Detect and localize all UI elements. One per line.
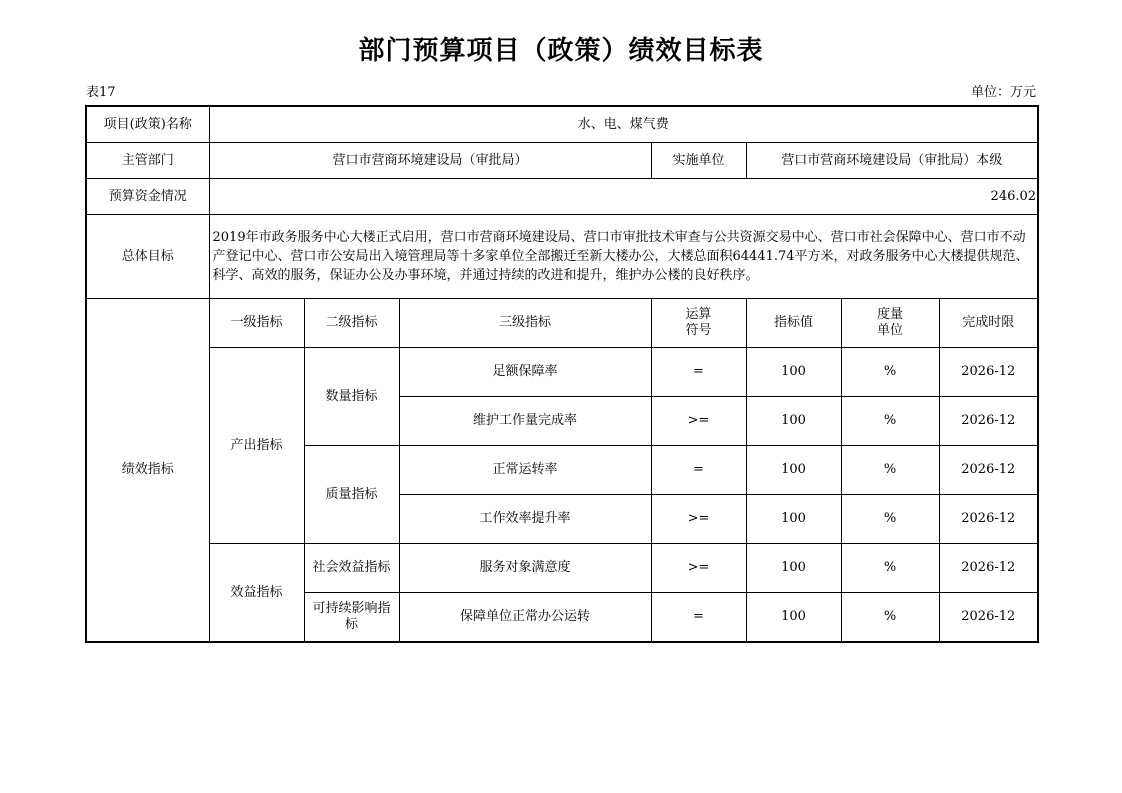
overall-goal-label: 总体目标 (86, 215, 209, 299)
level2-indicator: 数量指标 (304, 348, 399, 446)
indicator-value: 100 (746, 593, 841, 643)
indicator-value: 100 (746, 397, 841, 446)
operator: = (651, 593, 746, 643)
table-row (86, 348, 1038, 397)
deadline: 2026-12 (939, 446, 1038, 495)
deadline: 2026-12 (939, 544, 1038, 593)
budget-label: 预算资金情况 (86, 179, 209, 215)
budget-value: 246.02 (209, 179, 1038, 215)
measure-unit: % (841, 495, 939, 544)
measure-unit: % (841, 348, 939, 397)
implementing-unit-label: 实施单位 (651, 143, 746, 179)
deadline: 2026-12 (939, 593, 1038, 643)
indicator-value: 100 (746, 544, 841, 593)
project-name-label: 项目(政策)名称 (86, 106, 209, 143)
level1-indicator: 效益指标 (209, 544, 304, 643)
indicator-header-row (86, 299, 1038, 348)
operator: >= (651, 495, 746, 544)
measure-unit: % (841, 593, 939, 643)
header-level2: 二级指标 (304, 299, 399, 348)
level3-indicator: 服务对象满意度 (399, 544, 651, 593)
implementing-unit-value: 营口市营商环境建设局（审批局）本级 (746, 143, 1038, 179)
header-operator (651, 299, 746, 348)
table-number: 表17 (86, 85, 116, 100)
header-unit-line2: 单位 (876, 323, 903, 338)
operator: >= (651, 544, 746, 593)
header-unit-line1: 度量 (876, 307, 903, 322)
overall-goal-text: 2019年市政务服务中心大楼正式启用，营口市营商环境建设局、营口市审批技术审查与公共资源交易中心、营口市社会保障中心、营口市不动产登记中心、营口市公安局出入境管理局等十多家单位全部搬迁至新大楼办公，大楼总面积64441.74平方米，对政务服务中心大楼提供规范、科学、高效的服务，保证办公及办事环境，并通过持续的改进和提升，维护办公楼的良好秩序。 (209, 215, 1038, 299)
header-level1: 一级指标 (209, 299, 304, 348)
operator: >= (651, 397, 746, 446)
table-row (86, 544, 1038, 593)
level2-indicator: 可持续影响指标 (304, 593, 399, 643)
page-title: 部门预算项目（政策）绩效目标表 (358, 36, 764, 66)
header-operator-line1: 运算 (685, 307, 712, 322)
level2-indicator: 质量指标 (304, 446, 399, 544)
deadline: 2026-12 (939, 495, 1038, 544)
deadline: 2026-12 (939, 397, 1038, 446)
performance-target-table (85, 105, 1039, 643)
project-name-value: 水、电、煤气费 (209, 106, 1038, 143)
department-value: 营口市营商环境建设局（审批局） (209, 143, 651, 179)
indicator-value: 100 (746, 348, 841, 397)
department-row (86, 143, 1038, 179)
measure-unit: % (841, 397, 939, 446)
measure-unit: % (841, 446, 939, 495)
header-level3: 三级指标 (399, 299, 651, 348)
header-unit (841, 299, 939, 348)
operator: = (651, 446, 746, 495)
operator: = (651, 348, 746, 397)
department-label: 主管部门 (86, 143, 209, 179)
level3-indicator: 足额保障率 (399, 348, 651, 397)
header-deadline: 完成时限 (939, 299, 1038, 348)
header-value: 指标值 (746, 299, 841, 348)
indicator-value: 100 (746, 495, 841, 544)
overall-goal-row (86, 215, 1038, 299)
level3-indicator: 正常运转率 (399, 446, 651, 495)
level3-indicator: 工作效率提升率 (399, 495, 651, 544)
currency-unit: 单位：万元 (970, 85, 1036, 100)
indicator-value: 100 (746, 446, 841, 495)
level3-indicator: 维护工作量完成率 (399, 397, 651, 446)
deadline: 2026-12 (939, 348, 1038, 397)
performance-indicators-label: 绩效指标 (86, 299, 209, 643)
level1-indicator: 产出指标 (209, 348, 304, 544)
budget-row (86, 179, 1038, 215)
project-name-row (86, 106, 1038, 143)
measure-unit: % (841, 544, 939, 593)
level2-indicator: 社会效益指标 (304, 544, 399, 593)
level3-indicator: 保障单位正常办公运转 (399, 593, 651, 643)
header-operator-line2: 符号 (685, 323, 712, 338)
